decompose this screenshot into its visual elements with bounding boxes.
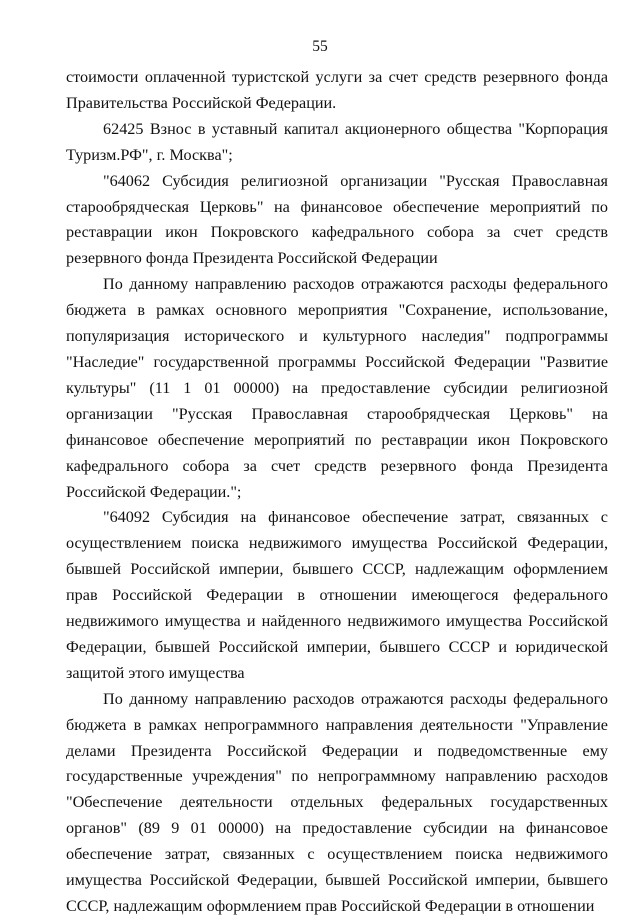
document-body <box>66 65 608 920</box>
paragraph-description-64062: По данному направлению расходов отражаются расходы федерального бюджета в рамках основного мероприятия "Сохранение, использование, популяризация исторического и культурного наследия" подпрограммы "Наследие" государственной программы Российской Федерации "Развитие культуры" (11 1 01 00000) на предоставление субсидии религиозной организации "Русская Православная старообрядческая Церковь" на финансовое обеспечение мероприятий по реставрации икон Покровского кафедрального собора за счет средств резервного фонда Президента Российской Федерации."; <box>66 275 608 501</box>
paragraph-code-62425: 62425 Взнос в уставный капитал акционерного общества "Корпорация Туризм.РФ", г. Москва"; <box>66 119 608 164</box>
page-number: 55 <box>312 38 328 55</box>
paragraph-description-64092: По данному направлению расходов отражаются расходы федерального бюджета в рамках непрограммного направления деятельности "Управление делами Президента Российской Федерации и подведомственные ему государственные учреждения" по непрограммному направлению расходов "Обеспечение деятельности отдельных федеральных государственных органов" (89 9 01 00000) на предоставление субсидии на финансовое обеспечение затрат, связанных с осуществлением поиска недвижимого имущества Российской Федерации, бывшей Российской империи, бывшего СССР, надлежащим оформлением прав Российской Федерации в отношении <box>66 689 608 915</box>
paragraph-code-64062: "64062 Субсидия религиозной организации "Русская Православная старообрядческая Церковь" на финансовое обеспечение мероприятий по реставрации икон Покровского кафедрального собора за счет средств резервного фонда Президента Российской Федерации <box>66 171 608 268</box>
paragraph-code-64092: "64092 Субсидия на финансовое обеспечение затрат, связанных с осуществлением поиска недвижимого имущества Российской Федерации, бывшей Российской империи, бывшего СССР, надлежащим оформлением прав Российской Федерации в отношении имеющегося федерального недвижимого имущества и найденного недвижимого имущества Российской Федерации, бывшей Российской империи, бывшего СССР и юридической защитой этого имущества <box>66 508 608 682</box>
paragraph-continuation: стоимости оплаченной туристской услуги за счет средств резервного фонда Правительства Российской Федерации. <box>66 68 608 112</box>
